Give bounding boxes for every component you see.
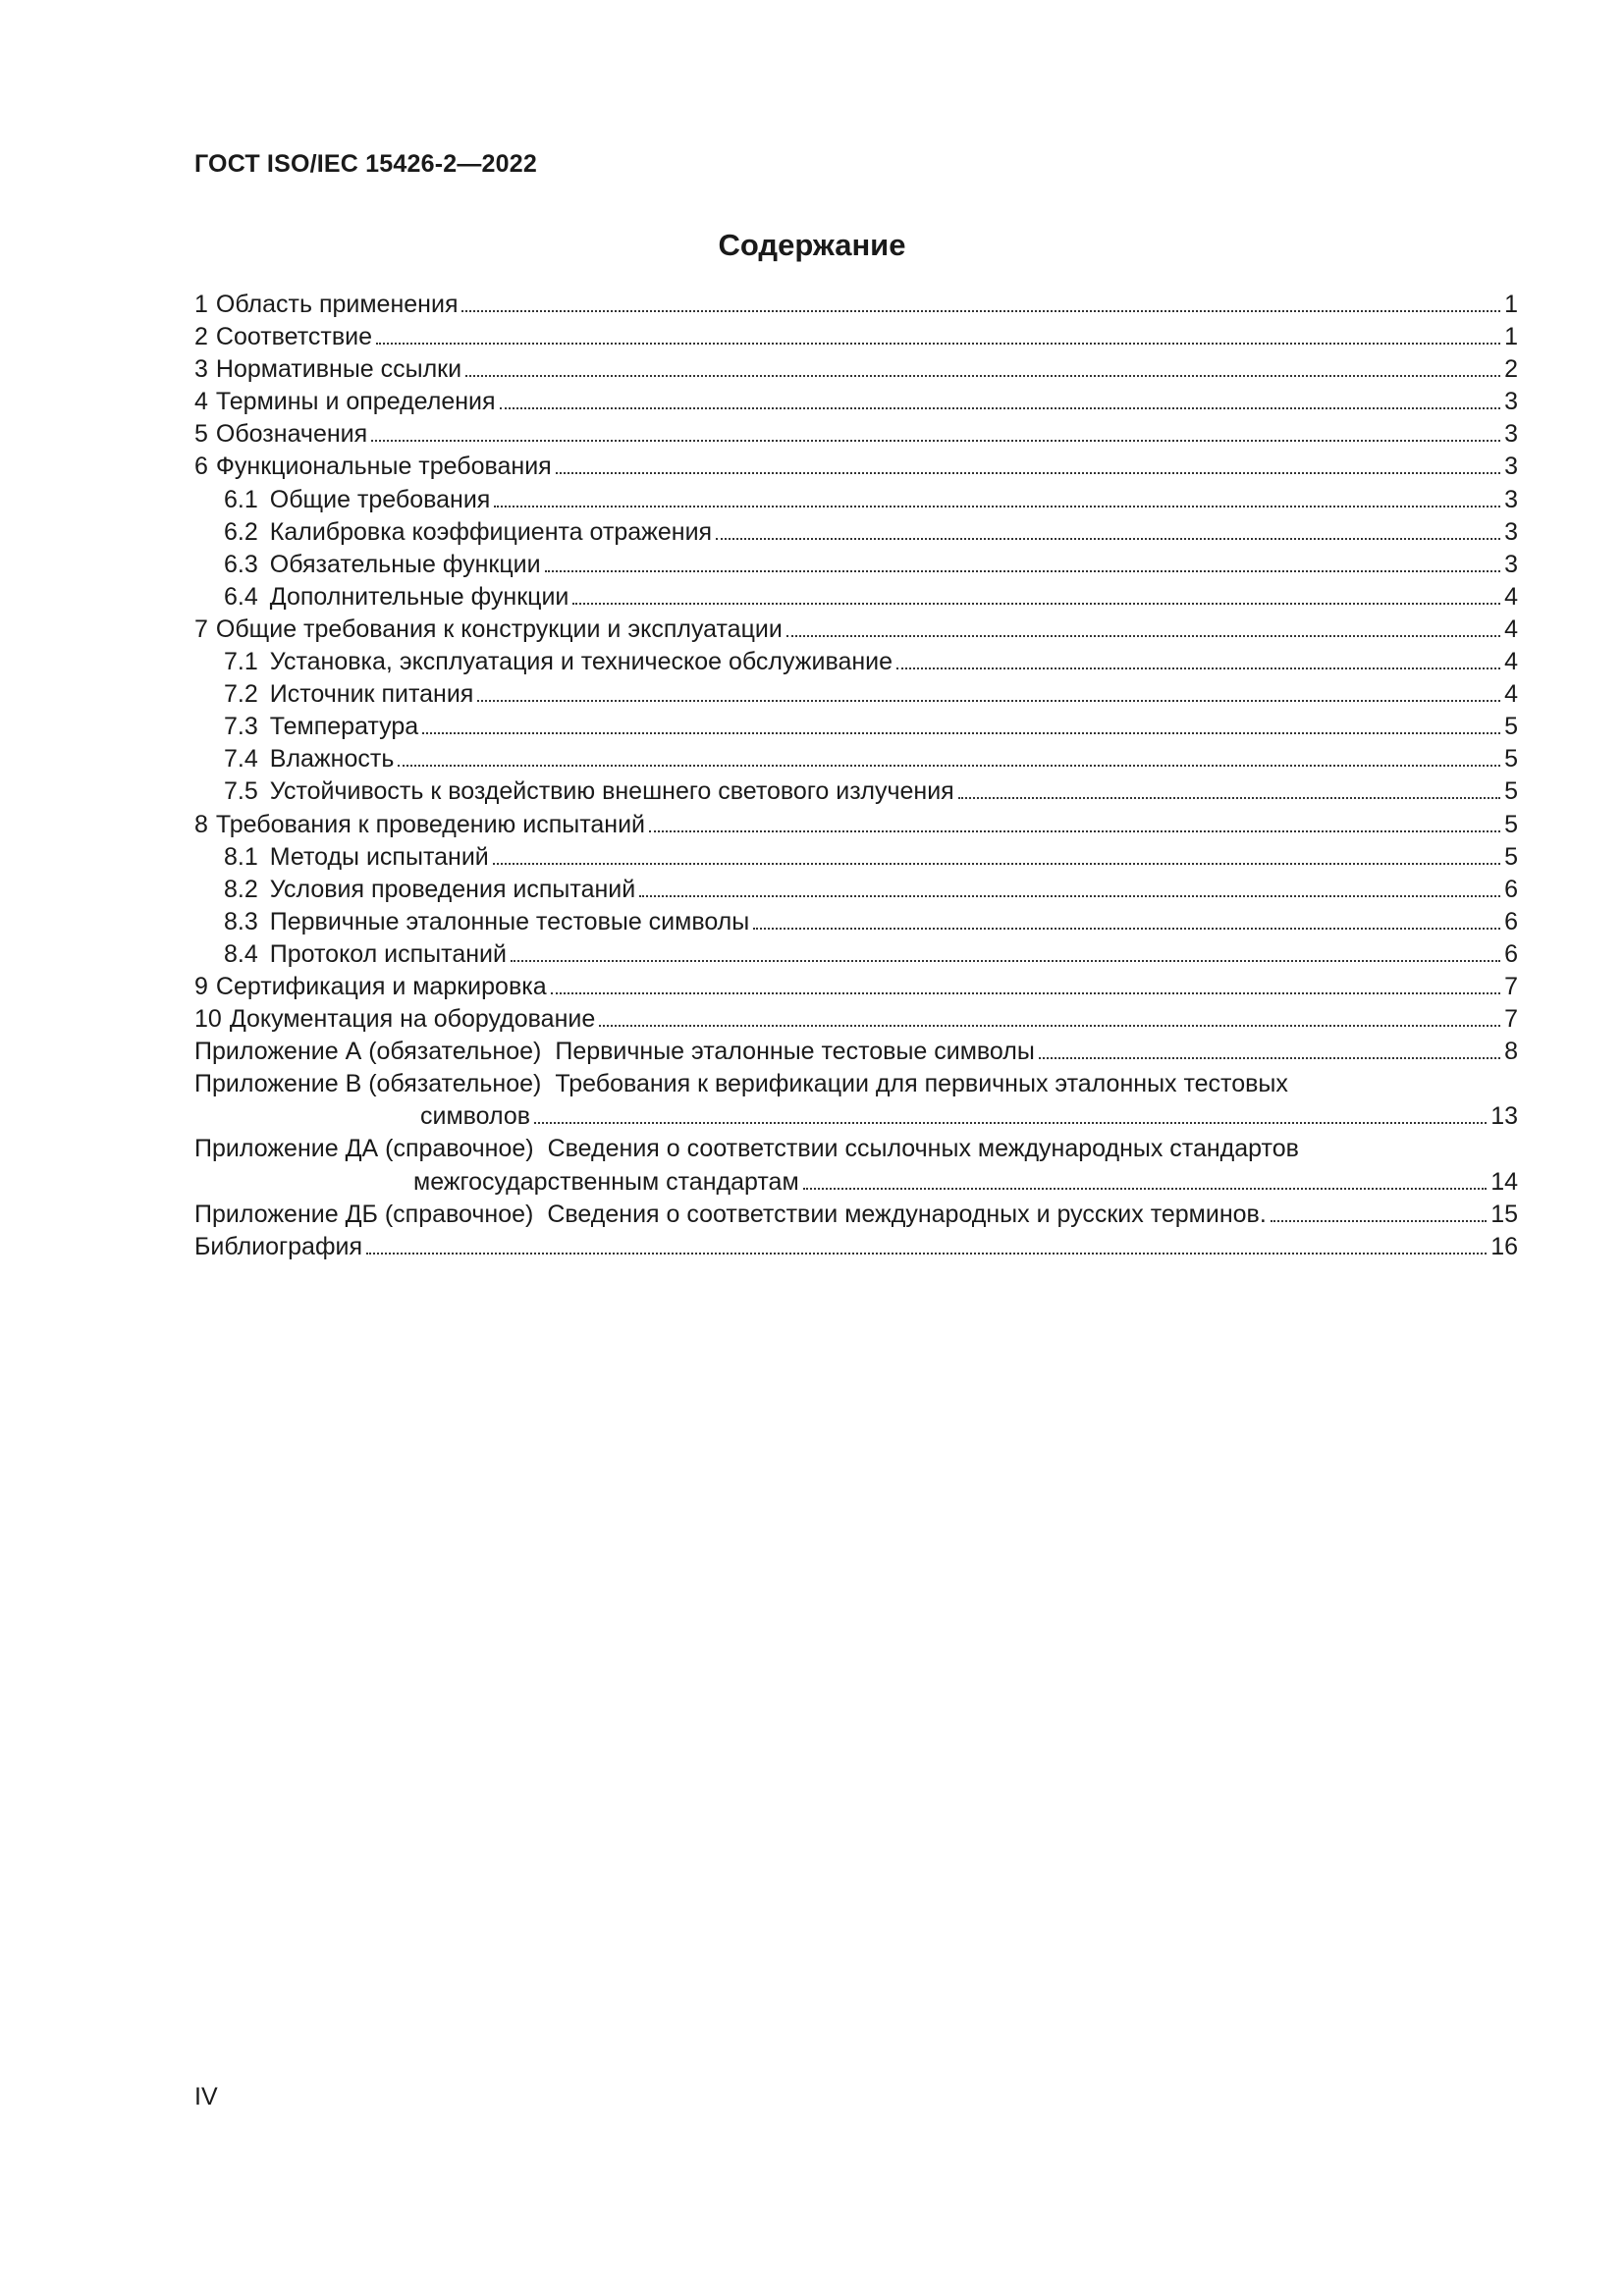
annex-label: Приложение ДА (справочное) [194,1135,534,1163]
toc-entry[interactable] [194,289,1518,321]
toc-entry-title: Соответствие [215,323,373,351]
annex-page: 14 [1490,1167,1518,1196]
dot-leader [465,375,1500,377]
toc-entry-number: 8.1 [224,842,258,871]
toc-annex-b-line1[interactable] [194,1068,1518,1100]
toc-entry-title: Методы испытаний [269,842,489,871]
toc-entry[interactable] [194,775,1518,808]
dot-leader [803,1188,1488,1190]
toc-entry-page: 6 [1504,939,1518,968]
toc-entry-page: 5 [1504,777,1518,806]
toc-entry-number: 4 [194,388,208,416]
dot-leader [511,960,1500,962]
toc-entry[interactable] [194,516,1518,549]
toc-entry-page: 3 [1504,517,1518,546]
toc-entry-title: Нормативные ссылки [215,355,462,384]
annex-label: Приложение А (обязательное) [194,1038,542,1066]
toc-entry[interactable] [194,938,1518,971]
toc-entry-title: Дополнительные функции [269,582,569,611]
toc-entry-title: Устойчивость к воздействию внешнего светового излучения [269,777,954,806]
toc-entry-number: 7.4 [224,745,258,774]
bibliography-title: Библиография [194,1232,363,1260]
toc-annex-b-line2[interactable] [194,1100,1518,1133]
annex-title-line2: межгосударственным стандартам [413,1167,799,1196]
toc-entry-page: 7 [1504,1005,1518,1034]
toc-entry[interactable] [194,971,1518,1003]
toc-entry-title: Протокол испытаний [269,939,507,968]
toc-entry-number: 3 [194,355,208,384]
dot-leader [422,732,1500,734]
toc-entry-number: 10 [194,1005,222,1034]
toc-entry-page: 5 [1504,745,1518,774]
dot-leader [753,928,1500,930]
toc-entry-page: 6 [1504,875,1518,903]
dot-leader [599,1025,1500,1027]
toc-entry-number: 6.4 [224,582,258,611]
dot-leader [477,700,1500,702]
dot-leader [1039,1057,1500,1059]
toc-entry[interactable] [194,711,1518,743]
dot-leader [572,603,1500,605]
toc-entry-page: 3 [1504,420,1518,449]
toc-entry-number: 7.3 [224,713,258,741]
toc-annex-db[interactable] [194,1199,1518,1231]
dot-leader [371,440,1500,442]
toc-entry[interactable] [194,353,1518,386]
dot-leader [494,506,1500,507]
toc-entry-number: 6.1 [224,485,258,513]
toc-entry[interactable] [194,809,1518,841]
toc-entry-page: 4 [1504,680,1518,709]
toc-entry-page: 5 [1504,842,1518,871]
dot-leader [958,797,1500,799]
toc-entry[interactable] [194,418,1518,451]
annex-page: 8 [1504,1038,1518,1066]
toc-entry-page: 4 [1504,582,1518,611]
toc-entry-page: 3 [1504,550,1518,578]
toc-entry-page: 5 [1504,810,1518,838]
dot-leader [493,863,1500,865]
toc-entry[interactable] [194,451,1518,483]
toc-entry[interactable] [194,614,1518,646]
toc-annex-da-line1[interactable] [194,1133,1518,1165]
toc-entry-title: Влажность [269,745,395,774]
dot-leader [649,830,1500,832]
toc-entry-number: 2 [194,323,208,351]
dot-leader [896,667,1500,669]
toc-entry[interactable] [194,386,1518,418]
annex-page: 15 [1490,1200,1518,1228]
toc-entry-title: Термины и определения [215,388,496,416]
dot-leader [461,310,1500,312]
toc-annex-da-line2[interactable] [194,1166,1518,1199]
toc-entry-title: Область применения [215,291,459,318]
toc-entry-page: 1 [1504,291,1518,318]
toc-entry[interactable] [194,581,1518,614]
annex-title-line1: Требования к верификации для первичных эталонных тестовых [555,1070,1288,1098]
toc-entry-page: 7 [1504,972,1518,1000]
annex-title-line1: Сведения о соответствии ссылочных международных стандартов [547,1135,1299,1163]
toc-entry-page: 6 [1504,907,1518,935]
dot-leader [556,472,1500,474]
toc-entry-number: 6.2 [224,517,258,546]
bibliography-page: 16 [1490,1232,1518,1260]
annex-page: 13 [1490,1102,1518,1131]
toc-entry-title: Документация на оборудование [229,1005,596,1034]
toc-entry-number: 7.2 [224,680,258,709]
toc-title: Содержание [718,228,906,262]
dot-leader [366,1253,1487,1255]
toc-entries [194,289,1518,1036]
dot-leader [786,635,1500,637]
toc-entry-title: Калибровка коэффициента отражения [269,517,713,546]
annex-label: Приложение ДБ (справочное) [194,1200,534,1228]
toc-entry-number: 7.1 [224,648,258,676]
toc-entry-number: 5 [194,420,208,449]
toc-entry-title: Общие требования к конструкции и эксплуатации [215,614,783,643]
toc-entry[interactable] [194,484,1518,516]
toc-entry-page: 5 [1504,713,1518,741]
dot-leader [639,895,1500,897]
toc-entry-page: 1 [1504,323,1518,351]
toc-entry-page: 4 [1504,614,1518,643]
toc-entry-number: 8 [194,810,208,838]
document-header: ГОСТ ISO/IEC 15426-2—2022 [194,150,537,178]
toc-entry[interactable] [194,678,1518,711]
dot-leader [500,407,1501,409]
dot-leader [1271,1220,1487,1222]
toc-entry-number: 8.2 [224,875,258,903]
dot-leader [716,538,1500,540]
annex-title: Первичные эталонные тестовые символы [555,1038,1035,1066]
dot-leader [545,570,1500,572]
toc-bibliography[interactable] [194,1231,1518,1263]
toc-entry[interactable] [194,321,1518,353]
dot-leader [551,992,1500,994]
toc-entry-number: 6 [194,453,208,481]
toc-entry-number: 7.5 [224,777,258,806]
toc-entry-number: 8.4 [224,939,258,968]
toc-entry-number: 7 [194,614,208,643]
toc-entry-page: 2 [1504,355,1518,384]
dot-leader [534,1122,1487,1124]
annex-title: Сведения о соответствии международных и русских терминов. [547,1200,1267,1228]
toc-entry-number: 6.3 [224,550,258,578]
toc-entry-number: 9 [194,972,208,1000]
toc-entry-page: 3 [1504,388,1518,416]
toc-entry-page: 4 [1504,648,1518,676]
table-of-contents [194,289,1518,1263]
toc-entry[interactable] [194,841,1518,874]
toc-entry[interactable] [194,906,1518,938]
toc-entry[interactable] [194,646,1518,678]
annex-title-line2: символов [420,1102,531,1131]
toc-entry-title: Источник питания [269,680,474,709]
toc-annex-a[interactable] [194,1036,1518,1068]
toc-entry-title: Общие требования [269,485,491,513]
dot-leader [398,765,1500,767]
toc-entry-page: 3 [1504,453,1518,481]
toc-entry[interactable] [194,549,1518,581]
annex-label: Приложение В (обязательное) [194,1070,542,1098]
toc-entry-title: Сертификация и маркировка [215,972,547,1000]
toc-entry[interactable] [194,874,1518,906]
toc-entry-title: Функциональные требования [215,453,552,481]
toc-entry-number: 8.3 [224,907,258,935]
dot-leader [376,343,1500,345]
toc-entry-page: 3 [1504,485,1518,513]
toc-entry-title: Обязательные функции [269,550,541,578]
toc-entry-number: 1 [194,291,208,318]
toc-entry-title: Температура [269,713,419,741]
page-number: IV [194,2083,218,2110]
toc-entry-title: Установка, эксплуатация и техническое обслуживание [269,648,893,676]
toc-entry[interactable] [194,743,1518,775]
toc-entry[interactable] [194,1003,1518,1036]
toc-entry-title: Первичные эталонные тестовые символы [269,907,750,935]
toc-entry-title: Условия проведения испытаний [269,875,636,903]
toc-entry-title: Требования к проведению испытаний [215,810,646,838]
toc-entry-title: Обозначения [215,420,368,449]
